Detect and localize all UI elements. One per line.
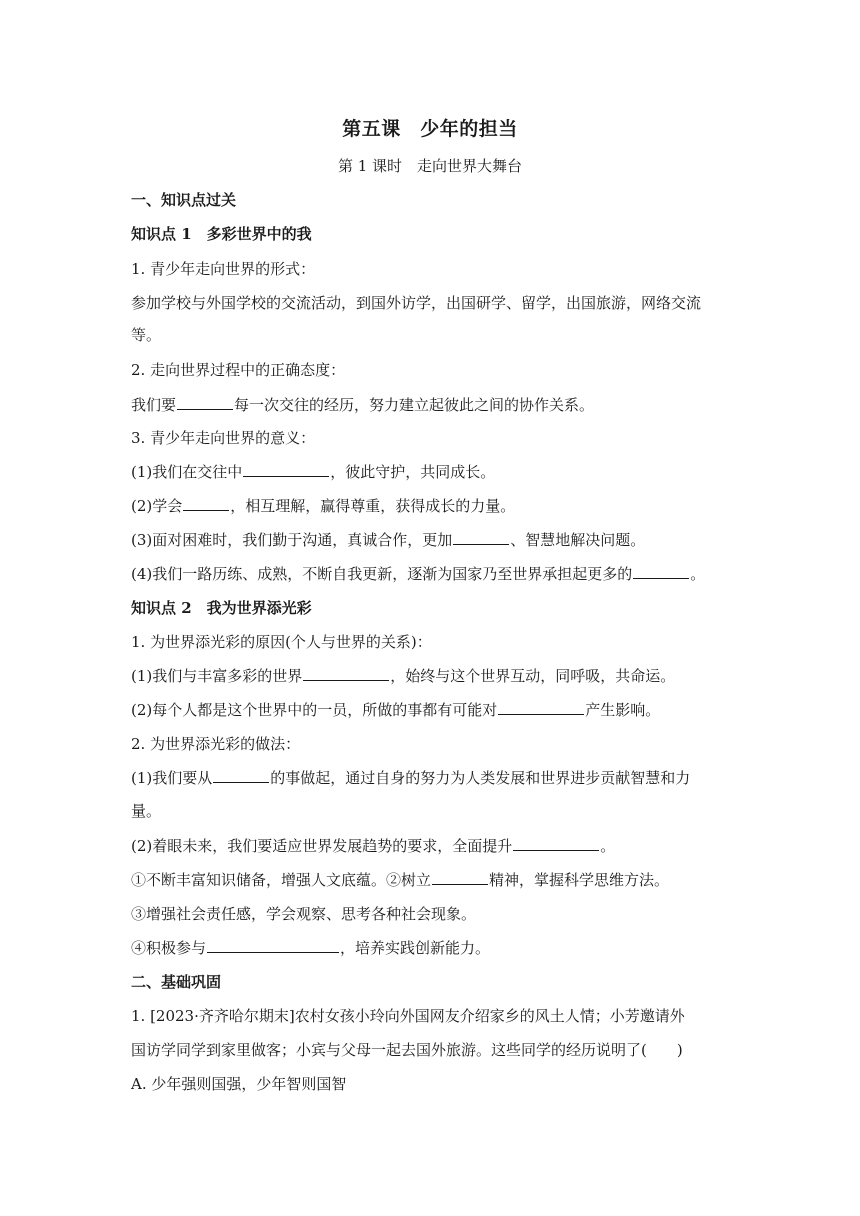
- kp2-question-1-item-1: (1)我们与丰富多彩的世界 ，始终与这个世界互动，同呼吸，共命运。: [131, 667, 676, 685]
- kp2-question-1-item-2: (2)每个人都是这个世界中的一员，所做的事都有可能对 产生影响。: [131, 701, 661, 719]
- basics-question-1-line-2: 国访学同学到家里做客；小宾与父母一起去国外旅游。这些同学的经历说明了( ): [131, 1041, 683, 1059]
- kp1-question-1-answer-cont: 等。: [131, 326, 162, 344]
- kp1-question-1-answer: 参加学校与外国学校的交流活动，到国外访学，出国研学、留学，出国旅游，网络交流: [131, 294, 702, 312]
- kp2-list-item-1-2: ①不断丰富知识储备，增强人文底蕴。②树立 精神，掌握科学思维方法。: [131, 871, 670, 889]
- kp2-question-2-item-1: (1)我们要从 的事做起，通过自身的努力为人类发展和世界进步贡献智慧和力: [131, 769, 691, 787]
- section-heading-knowledge: 一、知识点过关: [131, 191, 237, 209]
- kp1-question-3-title: 3. 青少年走向世界的意义：: [131, 429, 316, 447]
- fill-blank[interactable]: [177, 395, 233, 410]
- kp2-question-2-title: 2. 为世界添光彩的做法：: [131, 735, 301, 753]
- kp1-question-2-fill: 我们要 每一次交往的经历，努力建立起彼此之间的协作关系。: [131, 396, 595, 414]
- fill-blank[interactable]: [303, 666, 389, 681]
- kp2-question-2-item-1-cont: 量。: [131, 802, 162, 820]
- fill-blank[interactable]: [207, 938, 339, 953]
- kp2-list-item-4: ④积极参与 ，培养实践创新能力。: [131, 939, 491, 957]
- kp1-question-3-item-2: (2)学会 ，相互理解，赢得尊重，获得成长的力量。: [131, 497, 516, 515]
- fill-blank[interactable]: [432, 870, 488, 885]
- lesson-title: 第五课 少年的担当: [342, 118, 518, 140]
- section-heading-basics: 二、基础巩固: [131, 973, 222, 991]
- knowledge-point-2-heading: 知识点 2 我为世界添光彩: [131, 599, 312, 617]
- kp1-question-3-item-4: (4)我们一路历练、成熟，不断自我更新，逐渐为国家乃至世界承担起更多的 。: [131, 565, 706, 583]
- kp2-question-2-item-2: (2)着眼未来，我们要适应世界发展趋势的要求，全面提升 。: [131, 837, 616, 855]
- kp1-question-2-title: 2. 走向世界过程中的正确态度：: [131, 361, 346, 379]
- basics-question-1-line-1: 1. [2023·齐齐哈尔期末]农村女孩小玲向外国网友介绍家乡的风土人情；小芳邀请外: [131, 1007, 685, 1025]
- fill-blank[interactable]: [243, 462, 329, 477]
- kp1-question-3-item-3: (3)面对困难时，我们勤于沟通，真诚合作，更加 、智慧地解决问题。: [131, 531, 646, 549]
- fill-blank[interactable]: [453, 530, 509, 545]
- fill-blank[interactable]: [183, 496, 229, 511]
- fill-blank[interactable]: [213, 768, 269, 783]
- fill-blank[interactable]: [513, 836, 599, 851]
- kp1-question-1-title: 1. 青少年走向世界的形式：: [131, 260, 316, 278]
- kp1-question-3-item-1: (1)我们在交往中 ，彼此守护，共同成长。: [131, 463, 496, 481]
- knowledge-point-1-heading: 知识点 1 多彩世界中的我: [131, 225, 312, 243]
- kp2-question-1-title: 1. 为世界添光彩的原因(个人与世界的关系)：: [131, 633, 432, 651]
- fill-blank[interactable]: [633, 564, 689, 579]
- fill-blank[interactable]: [498, 700, 584, 715]
- kp2-list-item-3: ③增强社会责任感，学会观察、思考各种社会现象。: [131, 905, 477, 923]
- basics-question-1-option-a[interactable]: A. 少年强则国强，少年智则国智: [131, 1075, 347, 1093]
- lesson-subtitle: 第 1 课时 走向世界大舞台: [337, 157, 523, 175]
